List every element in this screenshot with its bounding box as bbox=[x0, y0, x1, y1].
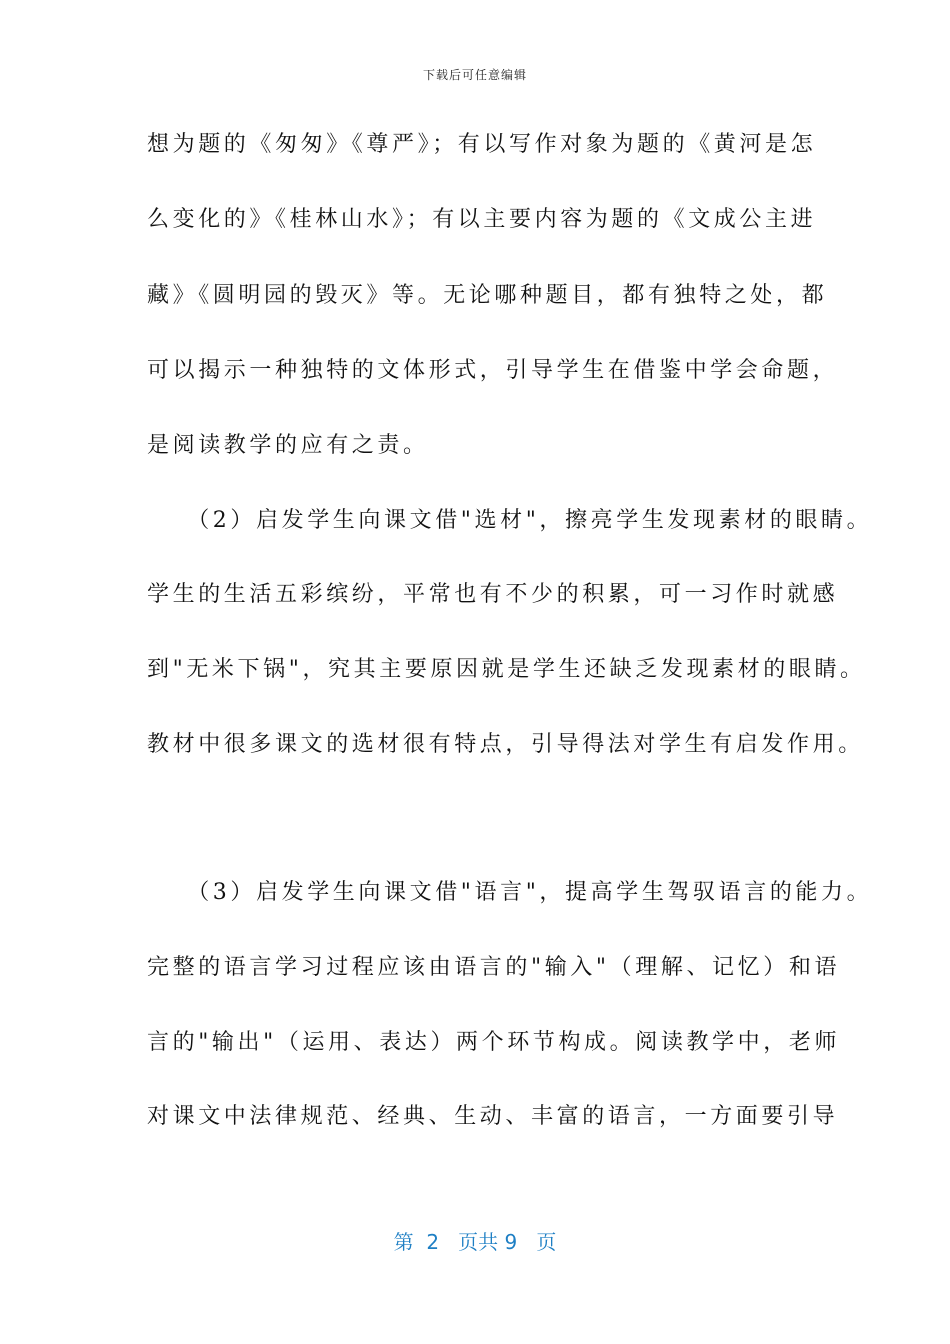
page-number-footer: 第 2 页共 9 页 bbox=[393, 1230, 557, 1254]
body-line: 学生的生活五彩缤纷，平常也有不少的积累，可一习作时就感 bbox=[147, 582, 839, 607]
body-line: 是阅读教学的应有之责。 bbox=[147, 433, 429, 458]
body-line: 对课文中法律规范、经典、生动、丰富的语言，一方面要引导 bbox=[147, 1104, 839, 1129]
body-line: 藏》《圆明园的毁灭》等。无论哪种题目，都有独特之处，都 bbox=[147, 283, 828, 308]
body-line: 可以揭示一种独特的文体形式，引导学生在借鉴中学会命题， bbox=[147, 358, 839, 383]
body-line: 完整的语言学习过程应该由语言的"输入"（理解、记忆）和语 bbox=[147, 955, 841, 980]
body-line: （3）启发学生向课文借"语言"，提高学生驾驭语言的能力。 bbox=[147, 880, 873, 905]
body-line: 想为题的《匆匆》《尊严》；有以写作对象为题的《黄河是怎 bbox=[147, 132, 817, 157]
body-line: 到"无米下锅"，究其主要原因就是学生还缺乏发现素材的眼睛。 bbox=[147, 657, 866, 682]
body-line: 教材中很多课文的选材很有特点，引导得法对学生有启发作用。 bbox=[147, 732, 864, 757]
body-line: （2）启发学生向课文借"选材"，擦亮学生发现素材的眼睛。 bbox=[147, 508, 873, 533]
body-line: 么变化的》《桂林山水》；有以主要内容为题的《文成公主进 bbox=[147, 207, 817, 232]
page-header: 下载后可任意编辑 bbox=[422, 68, 527, 82]
body-line: 言的"输出"（运用、表达）两个环节构成。阅读教学中，老师 bbox=[147, 1030, 841, 1055]
